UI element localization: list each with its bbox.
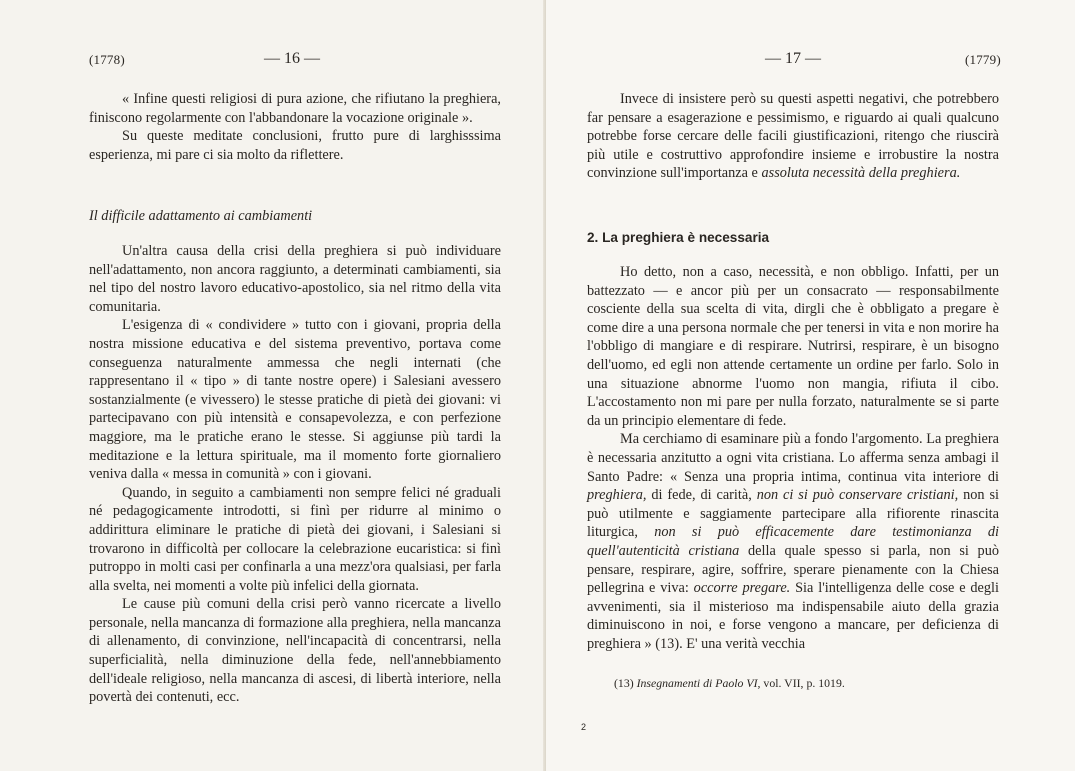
section-heading: Il difficile adattamento ai cambiamenti — [89, 208, 313, 224]
paragraph: Un'altra causa della crisi della preghiera si può individuare nell'adattamento, non ancora raggiunto, a determinati cambiamenti, sia nel tipo del nostro lavoro educativo-apostolico, sia nel ritmo della vita comunitaria. — [89, 243, 501, 315]
intro-emphasis: assoluta necessità della preghiera. — [761, 165, 961, 182]
section-heading: 2. La preghiera è necessaria — [587, 230, 770, 245]
right-body-text — [587, 263, 999, 653]
right-header-ref: (1779) — [965, 52, 1001, 67]
right-intro-text — [587, 90, 999, 183]
footnote — [614, 676, 845, 691]
paragraph: L'esigenza di « condividere » tutto con i giovani, propria della nostra missione educativa e del sistema preventivo, portava come conseguenza naturalmente ammessa che negli internati (che rappresentano il « tipo » di tante nostre opere) i Salesiani avessero sostanzialmente (e vivessero) le stesse pratiche di pietà dei giovani: vi partecipavano con più intensità e consapevolezza, e con perfezione maggiore, ma le pratiche erano le stesse. Si aggiunse più tardi la meditazione e la lettura spirituale, ma il momento forte giornaliero veniva dalla « messa in comunità » con i giovani. — [89, 317, 501, 483]
paragraph: Ho detto, non a caso, necessità, e non obbligo. Infatti, per un battezzato — e ancor più per un consacrato — responsabilmente cosciente della sua scelta di vita, dirgli che è obbligato a pregare è come dire a una persona normale che per tenersi in vita e non morire ha l'obbligo di mangiare e di respirare. Nutrirsi, respirare, è un bisogno dell'uomo, ed egli non attende certamente un ordine per farlo. Solo in una situazione abnorme l'uomo non mangia, rifiuta il cibo. L'accostamento non mi pare per nulla forzato, naturalmente se si parte da un principio elementare di fede. — [587, 264, 999, 429]
text-run: non ci si può conservare cristiani, — [756, 487, 959, 504]
text-run: Sia l'intelligenza delle cose e degli avvenimenti, sia il misterioso ma indispensabile aiuto della grazia diminuiscono in noi, e forse vengono a mancare, per deficienza di preghiera » (13). E' una verità vecchia — [587, 580, 999, 652]
text-run: Ma cerchiamo di esaminare più a fondo l'argomento. La preghiera è necessaria anzitutto a ogni vita cristiana. Lo afferma senza ambagi il Santo Padre: « Senza una propria intima, continua vita interiore di — [587, 431, 999, 485]
text-run: non si può efficacemente dare testimonianza di quell'autenticità cristiana — [587, 524, 999, 559]
text-run: preghiera, — [587, 487, 647, 504]
left-top-text — [89, 90, 501, 164]
text-run: occorre pregare. — [693, 580, 791, 597]
left-header-ref: (1778) — [89, 52, 125, 67]
left-page-number: — 16 — — [264, 50, 320, 67]
text-run: della quale spesso si parla, non si può pensare, respirare, agire, soffrire, sperare pienamente con la Chiesa pellegrina e viva: — [587, 542, 999, 597]
text-run: di fede, di carità, — [651, 487, 752, 504]
paragraph: Su queste meditate conclusioni, frutto pure di larghisssima esperienza, mi pare ci sia molto da riflettere. — [89, 128, 501, 163]
footnote-title: Insegnamenti di Paolo VI, — [636, 676, 761, 690]
paragraph — [587, 430, 999, 653]
paragraph — [587, 90, 999, 183]
intro-text: Invece di insistere però su questi aspetti negativi, che potrebbero far pensare a esagerazione e pessimismo, e riguardo ai quali qualcuno potrebbe forse cercare delle facili giustificazioni, ritengo che riuscirà più utile e costruttivo approfondire insieme e irrobustire la nostra convinzione sull'importanza e — [587, 91, 999, 182]
right-page — [546, 0, 1075, 771]
text-run: non si può utilmente e saggiamente partecipare alla rifiorente rinascita liturgica, — [587, 487, 999, 541]
left-body-text — [89, 242, 501, 707]
paragraph: « Infine questi religiosi di pura azione, che rifiutano la preghiera, finiscono regolarmente con l'abbandonare la vocazione originale ». — [89, 91, 501, 126]
signature-mark: 2 — [581, 722, 587, 732]
footnote-number: (13) — [614, 676, 634, 690]
right-page-number: — 17 — — [765, 50, 821, 67]
paragraph: Quando, in seguito a cambiamenti non sempre felici né graduali né pedagogicamente introdotti, si finì per ridurre al minimo o addirittura eliminare le pratiche di pietà dei giovani, i Salesiani si trovarono in difficoltà per collocare la celebrazione eucaristica: si finì putroppo in molti casi per confinarla a una mezz'ora qualsiasi, per farla alla svelta, nei momenti a volte più infelici della giornata. — [89, 484, 501, 594]
footnote-reference: vol. VII, p. 1019. — [763, 676, 845, 690]
paragraph: Le cause più comuni della crisi però vanno ricercate a livello personale, nella mancanza di formazione alla preghiera, nella mancanza di allenamento, di convinzione, nell'incapacità di concentrarsi, nella superficialità, nella diminuzione della fede, nell'annebbiamento dell'ideale religioso, nella mancanza di ascesi, di libertà interiore, nella povertà dei contenuti, ecc. — [89, 596, 501, 706]
